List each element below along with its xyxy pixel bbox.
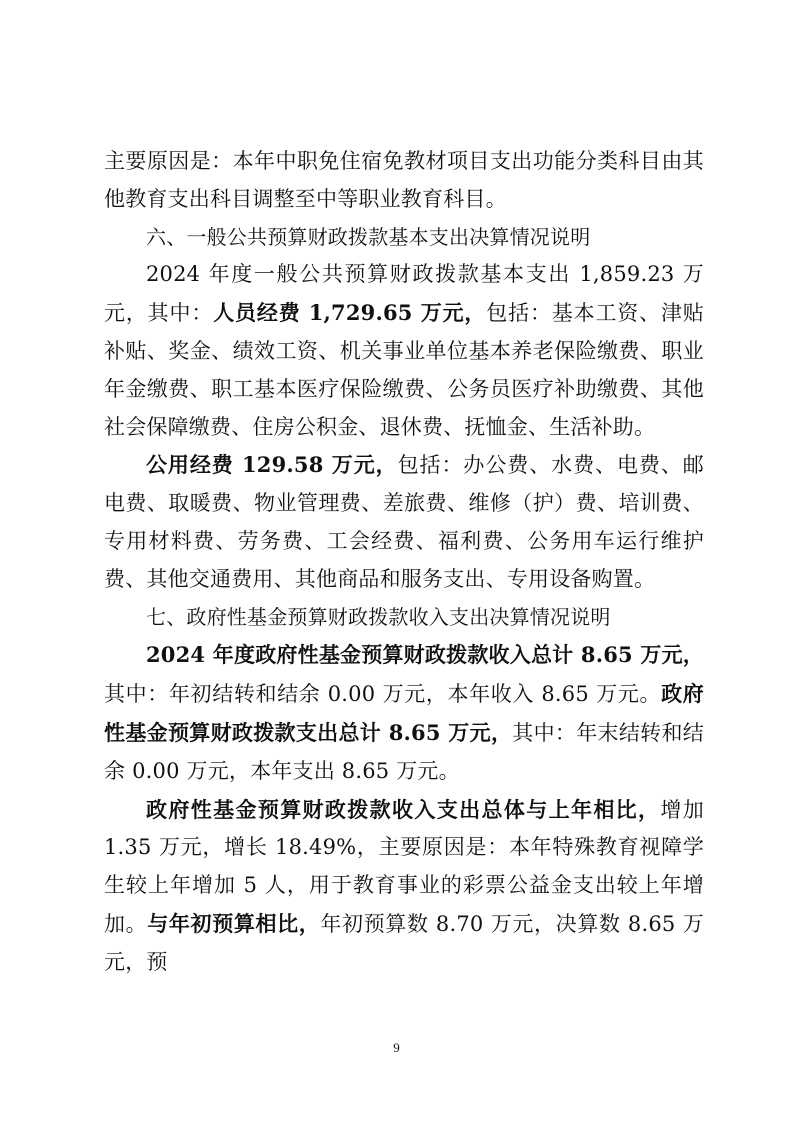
personnel-cost-items: 包括：基本工资、津贴补贴、奖金、绩效工资、机关事业单位基本养老保险缴费、职业年金缴费、职工基本医疗保险缴费、公务员医疗补助缴费、其他社会保障缴费、住房公积金、退休费、抚恤金、生活补助。 bbox=[104, 301, 705, 439]
document-body bbox=[104, 143, 704, 982]
comparison-budget-bold: 与年初预算相比， bbox=[147, 910, 321, 936]
section-heading-7: 七、政府性基金预算财政拨款收入支出决算情况说明 bbox=[146, 604, 611, 629]
fund-expenditure-detail: 其中：年末结转和结余 0.00 万元，本年支出 8.65 万元。 bbox=[104, 720, 704, 783]
public-cost-bold: 公用经费 129.58 万元， bbox=[146, 452, 398, 478]
comparison-previous-year-bold: 政府性基金预算财政拨款收入支出总体与上年相比， bbox=[146, 796, 661, 822]
personnel-cost-bold: 人员经费 1,729.65 万元， bbox=[213, 300, 487, 326]
comparison-previous-year-detail: 增加 1.35 万元，增长 18.49%，主要原因是：本年特殊教育视障学生较上年增加 5 人，用于教育事业的彩票公益金支出较上年增加。 bbox=[104, 797, 704, 936]
fund-expenditure-bold: 政府性基金预算财政拨款支出总计 8.65 万元， bbox=[104, 681, 704, 745]
paragraph-public-cost bbox=[104, 446, 704, 598]
paragraph-basic-expenditure bbox=[104, 256, 704, 446]
paragraph-fund-comparison bbox=[104, 791, 704, 982]
page-number: 9 bbox=[393, 1040, 400, 1055]
paragraph-reason: 主要原因是：本年中职免住宿免教材项目支出功能分类科目由其他教育支出科目调整至中等职业教育科目。 bbox=[104, 149, 704, 211]
comparison-budget-detail: 年初预算数 8.70 万元，决算数 8.65 万元，预 bbox=[104, 911, 704, 974]
fund-income-detail: 其中：年初结转和结余 0.00 万元，本年收入 8.65 万元。 bbox=[104, 682, 662, 707]
basic-expenditure-intro: 2024 年度一般公共预算财政拨款基本支出 1,859.23 万元，其中： bbox=[104, 262, 704, 326]
public-cost-items: 包括：办公费、水费、电费、邮电费、取暖费、物业管理费、差旅费、维修（护）费、培训费、专用材料费、劳务费、工会经费、福利费、公务用车运行维护费、其他交通费用、其他商品和服务支出、专用设备购置。 bbox=[104, 453, 704, 591]
section-heading-6: 六、一般公共预算财政拨款基本支出决算情况说明 bbox=[146, 224, 591, 249]
fund-income-bold: 2024 年度政府性基金预算财政拨款收入总计 8.65 万元， bbox=[146, 642, 704, 668]
paragraph-fund-income bbox=[104, 636, 704, 790]
